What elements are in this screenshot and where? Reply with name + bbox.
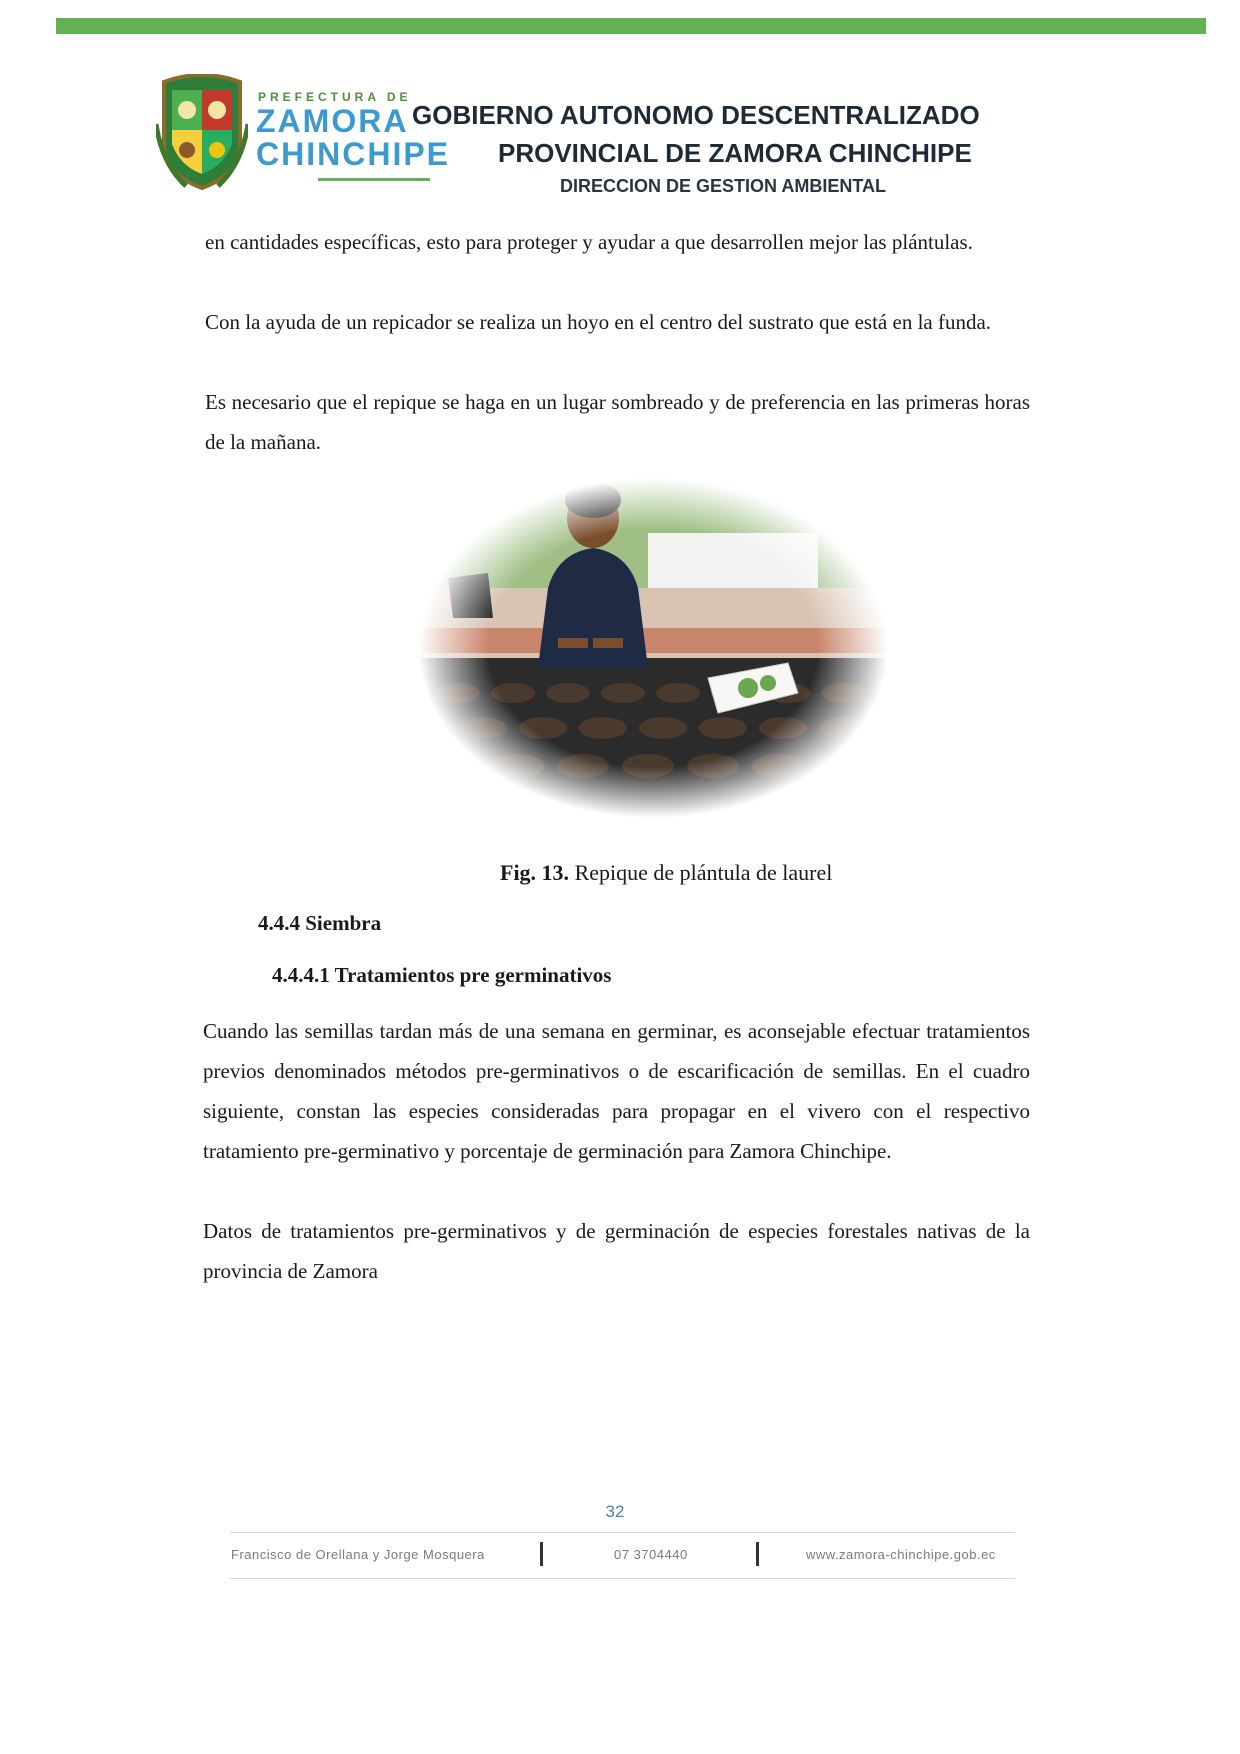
header-accent-bar — [56, 18, 1206, 34]
footer-separator — [540, 1542, 543, 1566]
body-paragraph: Con la ayuda de un repicador se realiza un hoyo en el centro del sustrato que está en la funda. — [205, 310, 992, 334]
page-number: 32 — [605, 1502, 625, 1521]
header-title-line2: PROVINCIAL DE ZAMORA CHINCHIPE — [498, 138, 972, 168]
figure-caption — [500, 860, 832, 886]
footer-divider — [230, 1532, 1015, 1533]
footer-website-link[interactable]: www.zamora-chinchipe.gob.ec — [806, 1547, 996, 1562]
body-paragraph: en cantidades específicas, esto para proteger y ayudar a que desarrollen mejor las plántulas. — [205, 230, 973, 254]
brand-name-line2: CHINCHIPE — [256, 136, 451, 172]
footer-phone: 07 3704440 — [614, 1547, 688, 1562]
header-title-line1: GOBIERNO AUTONOMO DESCENTRALIZADO — [412, 100, 980, 130]
subsection-heading: 4.4.4.1 Tratamientos pre germinativos — [272, 963, 612, 987]
brand-underline — [318, 178, 430, 181]
figure-label: Fig. 13. — [500, 860, 570, 885]
body-paragraph: Datos de tratamientos pre-germinativos y de germinación de especies forestales nativas de la provincia de Zamora — [203, 1219, 1030, 1283]
footer-separator — [756, 1542, 759, 1566]
prefectura-coat-of-arms-logo — [156, 74, 248, 192]
brand-small-text: PREFECTURA DE — [258, 90, 412, 104]
section-heading: 4.4.4 Siembra — [258, 911, 382, 935]
footer-divider — [230, 1578, 1015, 1579]
header-title-line3: DIRECCION DE GESTION AMBIENTAL — [560, 176, 887, 196]
body-paragraph: Es necesario que el repique se haga en un lugar sombreado y de preferencia en las primeras horas de la mañana. — [205, 390, 1030, 454]
brand-name-line1: ZAMORA — [256, 103, 409, 139]
body-paragraph: Cuando las semillas tardan más de una semana en germinar, es aconsejable efectuar tratamientos previos denominados métodos pre-germinativos o de escarificación de semillas. En el cuadro siguiente, constan las especies consideradas para propagar en el vivero con el respectivo tratamiento pre-germinativo y porcentaje de germinación para Zamora Chinchipe. — [203, 1019, 1030, 1163]
figure-photo-seedling-transplant — [418, 478, 888, 818]
footer-address: Francisco de Orellana y Jorge Mosquera — [231, 1547, 485, 1562]
figure-caption-text: Repique de plántula de laurel — [569, 860, 833, 885]
